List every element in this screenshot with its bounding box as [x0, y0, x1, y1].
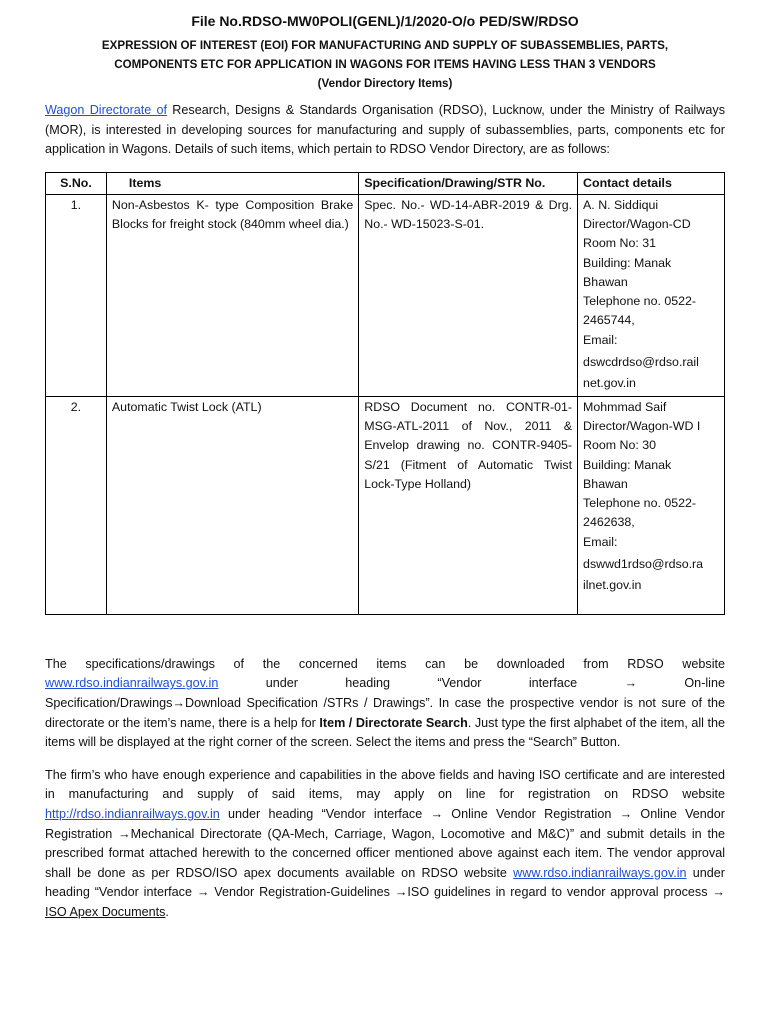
row-sno: 2.	[46, 396, 107, 614]
contact-telephone: Telephone no. 0522-	[583, 495, 697, 510]
contact-designation: Director/Wagon-WD I	[583, 419, 701, 434]
subject-heading	[45, 36, 725, 93]
contact-email-label: Email:	[583, 535, 618, 550]
intro-text: Research, Designs & Standards Organisation (RDSO), Lucknow, under the Ministry of Railways (MOR), is interested in developing sources for manufacturing and supply of subassemblies, parts, components etc for application in Wagons. Details of such items, which pertain to RDSO Vendor Directory, are as follows:	[45, 103, 725, 157]
header-spec: Specification/Drawing/STR No.	[359, 172, 578, 194]
table-row	[46, 396, 725, 614]
subject-line-2: COMPONENTS ETC FOR APPLICATION IN WAGONS FOR ITEMS HAVING LESS THAN 3 VENDORS	[114, 58, 656, 71]
header-items: Items	[106, 172, 358, 194]
row-spec: RDSO Document no. CONTR-01-MSG-ATL-2011 of Nov., 2011 & Envelop drawing no. CONTR-9405-S/21 (Fitment of Automatic Twist Lock-Type Holland)	[359, 396, 578, 614]
contact-designation: Director/Wagon-CD	[583, 217, 691, 232]
contact-building: Building: Manak	[583, 255, 672, 270]
document-page	[45, 12, 725, 923]
rdso-http-link[interactable]: http://rdso.indianrailways.gov.in	[45, 806, 220, 821]
contact-building-cont: Bhawan	[583, 476, 628, 491]
row-contact	[578, 194, 725, 396]
download-text-b: . Just type the first alphabet of the item, all the items will be displayed at the right corner of the screen. Select the items and press the “Search” Button.	[45, 715, 725, 750]
header-contact: Contact details	[578, 172, 725, 194]
contact-telephone-cont: 2465744,	[583, 313, 635, 328]
registration-text-a: The firm’s who have enough experience and capabilities in the above fields and having ISO certificate and are interested in manufacturing and supply of said items, may apply on line for registration on RDSO website	[45, 767, 725, 802]
items-table	[45, 172, 725, 615]
download-line-2	[45, 674, 725, 694]
search-help-bold: Item / Directorate Search	[319, 715, 468, 730]
row-item: Automatic Twist Lock (ATL)	[106, 396, 358, 614]
contact-telephone: Telephone no. 0522-	[583, 294, 697, 308]
download-paragraph	[45, 655, 725, 753]
contact-building-cont: Bhawan	[583, 274, 628, 289]
wagon-directorate-link[interactable]: Wagon Directorate of	[45, 103, 168, 117]
word-vendor: “Vendor	[437, 676, 482, 691]
contact-name: Mohmmad Saif	[583, 399, 667, 414]
subject-line-1: EXPRESSION OF INTEREST (EOI) FOR MANUFACTURING AND SUPPLY OF SUBASSEMBLIES, PARTS,	[101, 39, 669, 52]
contact-telephone-cont: 2462638,	[583, 515, 635, 530]
iso-apex-documents-link[interactable]: ISO Apex Documents	[45, 904, 166, 919]
word-online: On-line	[684, 676, 725, 691]
contact-email: dswcdrdso@rdso.rail	[583, 354, 699, 369]
word-heading: heading	[345, 676, 391, 691]
registration-text-c: under heading “Vendor interface → Vendor Registration-Guidelines →ISO guidelines in regard to vendor approval process →	[45, 865, 725, 900]
download-line-rest	[45, 694, 725, 753]
row-contact	[578, 396, 725, 614]
contact-room: Room No: 30	[583, 438, 657, 453]
row-spec: Spec. No.- WD-14-ABR-2019 & Drg. No.- WD-15023-S-01.	[359, 194, 578, 396]
registration-text-b: under heading “Vendor interface → Online Vendor Registration → Online Vendor Registration →Mechanical Directorate (QA-Mech, Carriage, Wagon, Locomotive and M&C)” and submit details in the prescribed format attached herewith to the concerned officer mentioned above against each item. The vendor approval shall be done as per RDSO/ISO apex documents available on RDSO website	[45, 806, 725, 880]
row-item: Non-Asbestos K- type Composition Brake Blocks for freight stock (840mm wheel dia.)	[106, 194, 358, 396]
contact-email-cont: net.gov.in	[583, 376, 636, 391]
arrow-icon: →	[624, 676, 638, 691]
table-row	[46, 194, 725, 396]
download-text-a: Specification/Drawings→Download Specification /STRs / Drawings”. In case the prospective vendor is not sure of the directorate or the item’s name, there is a help for	[45, 696, 725, 730]
rdso-website-link-2[interactable]: www.rdso.indianrailways.gov.in	[513, 865, 687, 880]
header-sno: S.No.	[46, 172, 107, 194]
word-under: under	[265, 676, 298, 691]
file-number: File No.RDSO-MW0POLI(GENL)/1/2020-O/o PED/SW/RDSO	[191, 13, 579, 29]
contact-email: dswwd1rdso@rdso.ra	[583, 556, 704, 571]
contact-room: Room No: 31	[583, 236, 657, 251]
subject-line-3: (Vendor Directory Items)	[317, 77, 453, 90]
contact-building: Building: Manak	[583, 457, 672, 472]
contact-email-cont: ilnet.gov.in	[583, 578, 642, 593]
contact-email-label: Email:	[583, 333, 618, 348]
download-line-1: The specifications/drawings of the concerned items can be downloaded from RDSO website	[45, 656, 725, 671]
contact-name: A. N. Siddiqui	[583, 197, 659, 212]
registration-text-d: .	[165, 904, 169, 919]
rdso-website-link[interactable]: www.rdso.indianrailways.gov.in	[45, 676, 219, 691]
word-interface: interface	[528, 676, 578, 691]
table-header-row	[46, 172, 725, 194]
row-sno: 1.	[46, 194, 107, 396]
registration-paragraph	[45, 766, 725, 923]
intro-paragraph	[45, 101, 725, 160]
